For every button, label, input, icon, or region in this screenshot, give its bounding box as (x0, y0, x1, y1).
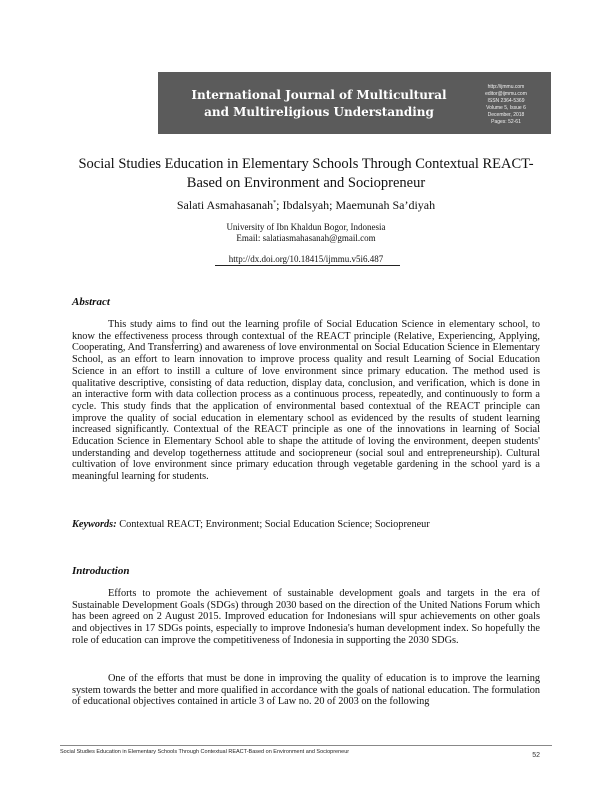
introduction-paragraph-2 (72, 673, 540, 708)
journal-banner (158, 72, 551, 134)
journal-meta (475, 84, 537, 126)
keywords-text: Contextual REACT; Environment; Social Education Science; Sociopreneur (116, 519, 430, 530)
abstract-text: This study aims to find out the learning profile of Social Education Science in elementary school, to know the effectiveness process through contextual of the REACT principle (Relative, Experiencing, Applying, Cooperating, And Transferring) and awareness of love environmental on Social Education Science in Elementary School, as an effort to learn innovation to improve process quality and result Learning of Social Education Science in an effort to instill a culture of love environment since primary education. The method used is qualitative descriptive, consisting of data reduction, display data, conclusion, and verification, which is done in an interactive form with data collection process as a continuous process, repeatedly, and continuously to form a cycle. This study finds that the application of environmental based contextual of the REACT principle can improve the quality of social education in elementary school as evidenced by the results of student learning increased significantly. Contextual of the REACT principle as one of the innovations in learning of Social Education Science in Elementary School able to shape the attitude of loving the environment, deepen students' understanding and develop togetherness attitude and sociopreneur (social soul and entrepreneurship). Cultural cultivation of love environment since primary education through vegetable gardening in the school yard is a meaningful learning for students. (72, 319, 540, 483)
journal-url-link[interactable]: http://ijmmu.com (487, 84, 525, 90)
introduction-text-2: One of the efforts that must be done in improving the quality of education is to improve the learning system towards the better and more qualified in accordance with the goals of national education. The formulation of educational objectives contained in article 3 of Law no. 20 of 2003 on the following (72, 673, 540, 708)
header-divider (215, 265, 400, 266)
journal-email-link[interactable]: editor@ijmmu.com (485, 91, 527, 97)
co-authors: ; Ibdalsyah; Maemunah Sa’diyah (276, 198, 436, 212)
affiliation: University of Ibn Khaldun Bogor, Indonesia (226, 222, 386, 232)
article-title (60, 155, 552, 193)
introduction-text-1: Efforts to promote the achievement of sustainable development goals and targets in the era of Sustainable Development Goals (SDGs) through 2030 based on the direction of the United Nations Forum which has been agreed on 2 August 2015. Improved education for Indonesians will spur achievements on other goals and objectives in 17 SDGs points, especially to improve Indonesia's human development index. So hopefully the role of education can improve the competitiveness of Indonesia in supporting the 2030 SDGs. (72, 588, 540, 646)
author-email: Email: salatiasmahasanah@gmail.com (236, 233, 376, 243)
keywords-label: Keywords: (72, 519, 117, 530)
journal-title-line2: and Multireligious Understanding (204, 105, 434, 119)
abstract-heading: Abstract (72, 296, 110, 308)
page-number: 52 (532, 752, 540, 759)
journal-volume: Volume 5, Issue 6 (486, 105, 526, 111)
journal-date: December, 2018 (487, 112, 525, 118)
journal-title-line1: International Journal of Multicultural (191, 88, 447, 102)
keywords-line (72, 519, 540, 530)
abstract-body (72, 319, 540, 483)
article-title-line2: Based on Environment and Sociopreneur (186, 175, 426, 191)
affiliation-block (60, 222, 552, 244)
journal-pages: Pages: 52-61 (491, 119, 521, 125)
introduction-heading: Introduction (72, 565, 130, 577)
author-name: Salati Asmahasanah (176, 198, 274, 212)
introduction-paragraph-1 (72, 588, 540, 647)
author-list (60, 198, 552, 213)
journal-issn: ISSN 2364-5369 (487, 98, 525, 104)
article-title-line1: Social Studies Education in Elementary Schools Through Contextual REACT- (78, 156, 534, 172)
doi-link[interactable]: http://dx.doi.org/10.18415/ijmmu.v5i6.487 (228, 254, 384, 264)
corresponding-author-mark: * (273, 200, 277, 206)
footer-divider (60, 745, 552, 746)
running-title: Social Studies Education in Elementary Schools Through Contextual REACT-Based on Environment and Sociopreneur (60, 749, 350, 755)
journal-title (158, 87, 480, 121)
